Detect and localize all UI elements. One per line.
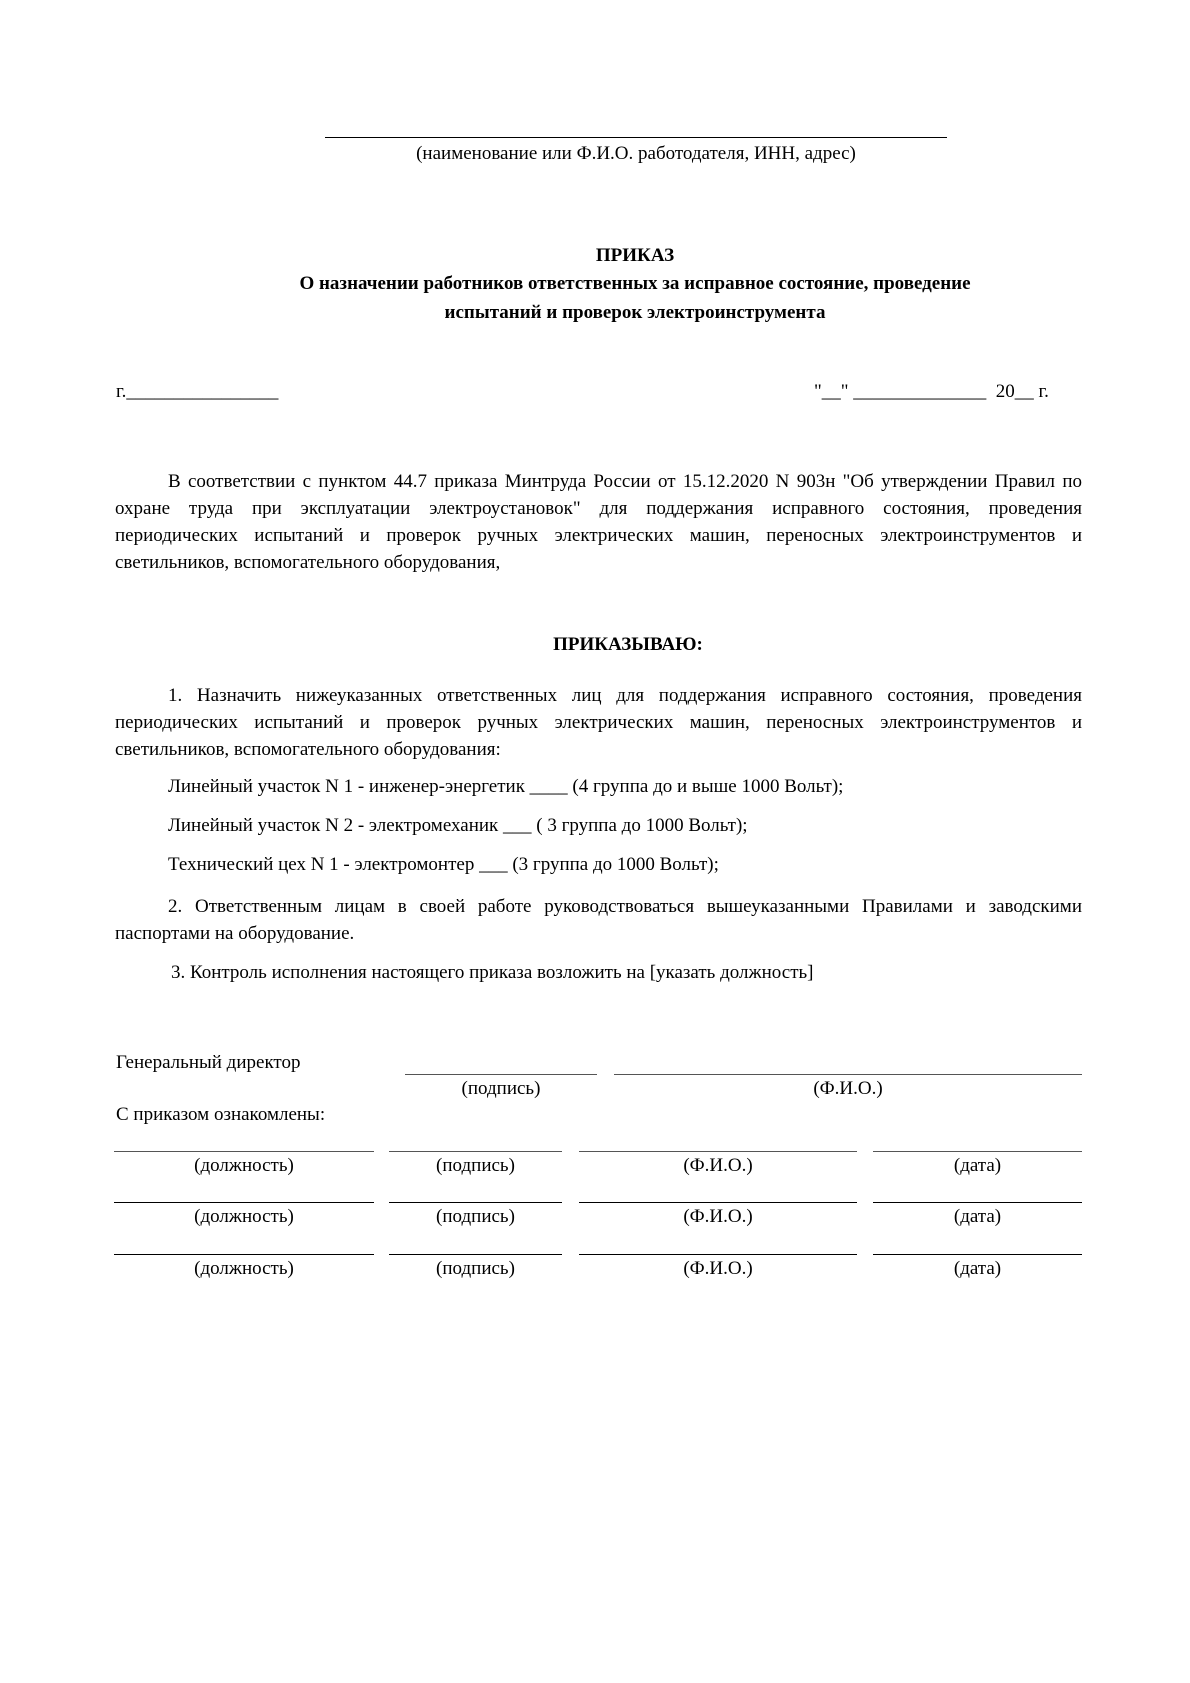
point-3-text: 3. Контроль исполнения настоящего приказа возложить на [указать должность] [171,962,814,983]
director-name-line [614,1074,1082,1075]
position-caption: (должность) [194,1155,294,1176]
employer-name-line [325,137,947,138]
signature-caption: (подпись) [436,1206,515,1227]
signature-line [389,1151,562,1152]
name-line [579,1254,857,1255]
date-caption: (дата) [953,1258,1002,1279]
document-title: ПРИКАЗ [595,245,675,266]
name-caption: (Ф.И.О.) [683,1155,753,1176]
date-caption: (дата) [953,1155,1002,1176]
signature-line [389,1254,562,1255]
date-line [873,1202,1082,1203]
document-subtitle-line-2: испытаний и проверок электроинструмента [444,302,826,323]
name-line [579,1202,857,1203]
date-line [873,1254,1082,1255]
date-caption: (дата) [953,1206,1002,1227]
signature-caption: (подпись) [436,1258,515,1279]
position-line [114,1254,374,1255]
name-line [579,1151,857,1152]
order-heading: ПРИКАЗЫВАЮ: [553,634,703,655]
assignment-item: Технический цех N 1 - электромонтер ___ (3 группа до 1000 Вольт); [168,854,719,875]
director-label: Генеральный директор [116,1052,301,1073]
director-name-caption: (Ф.И.О.) [813,1078,883,1099]
assignment-item: Линейный участок N 1 - инженер-энергетик ____ (4 группа до и выше 1000 Вольт); [168,776,844,797]
date-field: "__" ______________ 20__ г. [814,381,1049,402]
employer-caption: (наименование или Ф.И.О. работодателя, ИНН, адрес) [416,143,856,164]
document-subtitle-line-1: О назначении работников ответственных за исправное состояние, проведение [299,273,971,294]
point-1-paragraph [115,682,1082,763]
position-caption: (должность) [194,1258,294,1279]
date-line [873,1151,1082,1152]
point-2-paragraph [115,893,1082,947]
name-caption: (Ф.И.О.) [683,1206,753,1227]
city-field: г.________________ [116,381,279,402]
signature-caption: (подпись) [436,1155,515,1176]
preamble-text: В соответствии с пунктом 44.7 приказа Минтруда России от 15.12.2020 N 903н "Об утверждении Правил по охране труда при эксплуатации электроустановок" для поддержания исправного состояния, проведения периодических испытаний и проверок ручных электрических машин, переносных электроинструментов и светильников, вспомогательного оборудования, [115,471,1082,573]
position-line [114,1202,374,1203]
name-caption: (Ф.И.О.) [683,1258,753,1279]
point-2-text: 2. Ответственным лицам в своей работе руководствоваться вышеуказанными Правилами и заводскими паспортами на оборудование. [115,896,1082,944]
preamble-paragraph [115,468,1082,576]
director-signature-caption: (подпись) [461,1078,541,1099]
position-line [114,1151,374,1152]
director-signature-line [405,1074,597,1075]
position-caption: (должность) [194,1206,294,1227]
assignment-item: Линейный участок N 2 - электромеханик ___ ( 3 группа до 1000 Вольт); [168,815,748,836]
signature-line [389,1202,562,1203]
point-1-text: 1. Назначить нижеуказанных ответственных лиц для поддержания исправного состояния, проведения периодических испытаний и проверок ручных электрических машин, переносных электроинструментов и светильников, вспомогательного оборудования: [115,685,1082,760]
acquainted-label: С приказом ознакомлены: [116,1104,326,1125]
